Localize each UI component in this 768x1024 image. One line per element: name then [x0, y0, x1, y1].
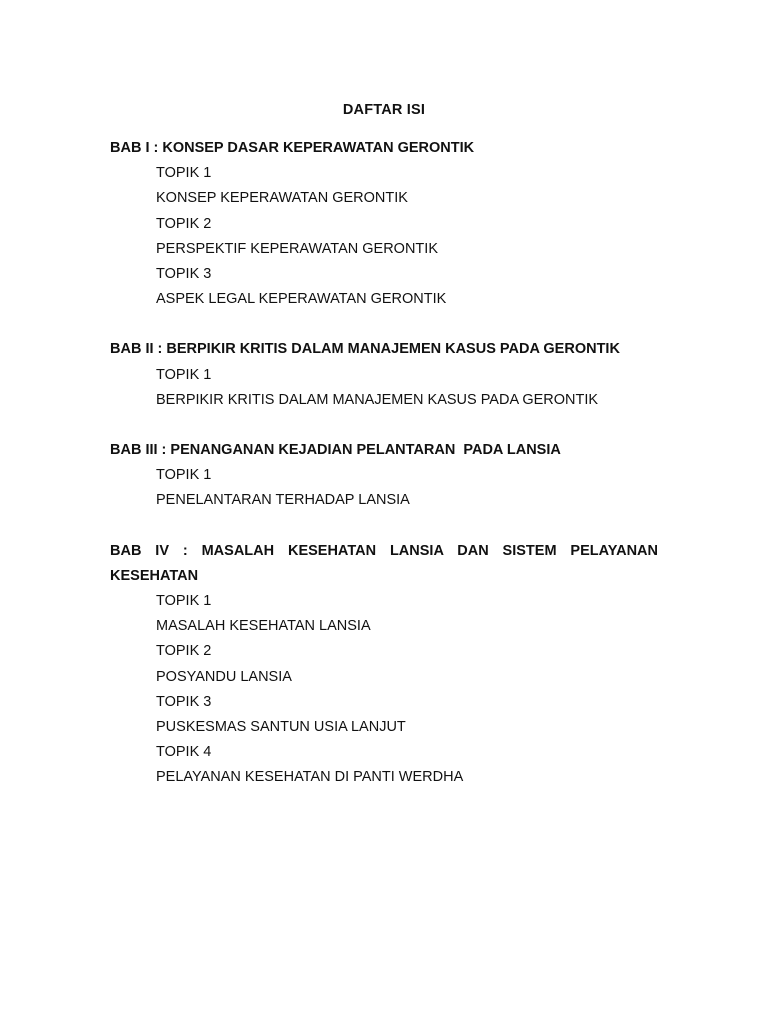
topic-label: TOPIK 1 [156, 165, 212, 182]
topic-label: TOPIK 1 [156, 467, 212, 484]
topic-label: TOPIK 2 [156, 215, 212, 232]
topic-label: TOPIK 3 [156, 266, 212, 283]
topic-title: ASPEK LEGAL KEPERAWATAN GERONTIK [156, 291, 447, 308]
topic-label: TOPIK 1 [156, 366, 212, 383]
topic-title: PUSKESMAS SANTUN USIA LANJUT [156, 719, 406, 736]
topic-title: MASALAH KESEHATAN LANSIA [156, 618, 371, 635]
topic-label: TOPIK 2 [156, 643, 212, 660]
topic-title: PENELANTARAN TERHADAP LANSIA [156, 492, 410, 509]
topic-title: PELAYANAN KESEHATAN DI PANTI WERDHA [156, 769, 464, 786]
chapter-heading: BAB II : BERPIKIR KRITIS DALAM MANAJEMEN KASUS PADA GERONTIK [110, 341, 620, 358]
chapter-heading: BAB III : PENANGANAN KEJADIAN PELANTARAN PADA LANSIA [110, 442, 561, 459]
page-title: DAFTAR ISI [342, 102, 426, 118]
topic-title: BERPIKIR KRITIS DALAM MANAJEMEN KASUS PADA GERONTIK [156, 391, 599, 408]
topic-title: KONSEP KEPERAWATAN GERONTIK [156, 190, 408, 207]
chapter-2 [110, 337, 658, 413]
chapter-3 [110, 438, 658, 514]
topic-title: PERSPEKTIF KEPERAWATAN GERONTIK [156, 240, 438, 257]
topic-label: TOPIK 1 [156, 593, 212, 610]
chapter-heading: BAB IV : MASALAH KESEHATAN LANSIA DAN SISTEM PELAYANAN KESEHATAN [110, 542, 658, 584]
topic-label: TOPIK 4 [156, 744, 212, 761]
topic-label: TOPIK 3 [156, 693, 212, 710]
topic-title: POSYANDU LANSIA [156, 668, 292, 685]
chapter-4 [110, 539, 658, 791]
chapter-heading: BAB I : KONSEP DASAR KEPERAWATAN GERONTIK [110, 140, 475, 156]
table-of-contents [110, 136, 658, 816]
chapter-1 [110, 136, 658, 312]
